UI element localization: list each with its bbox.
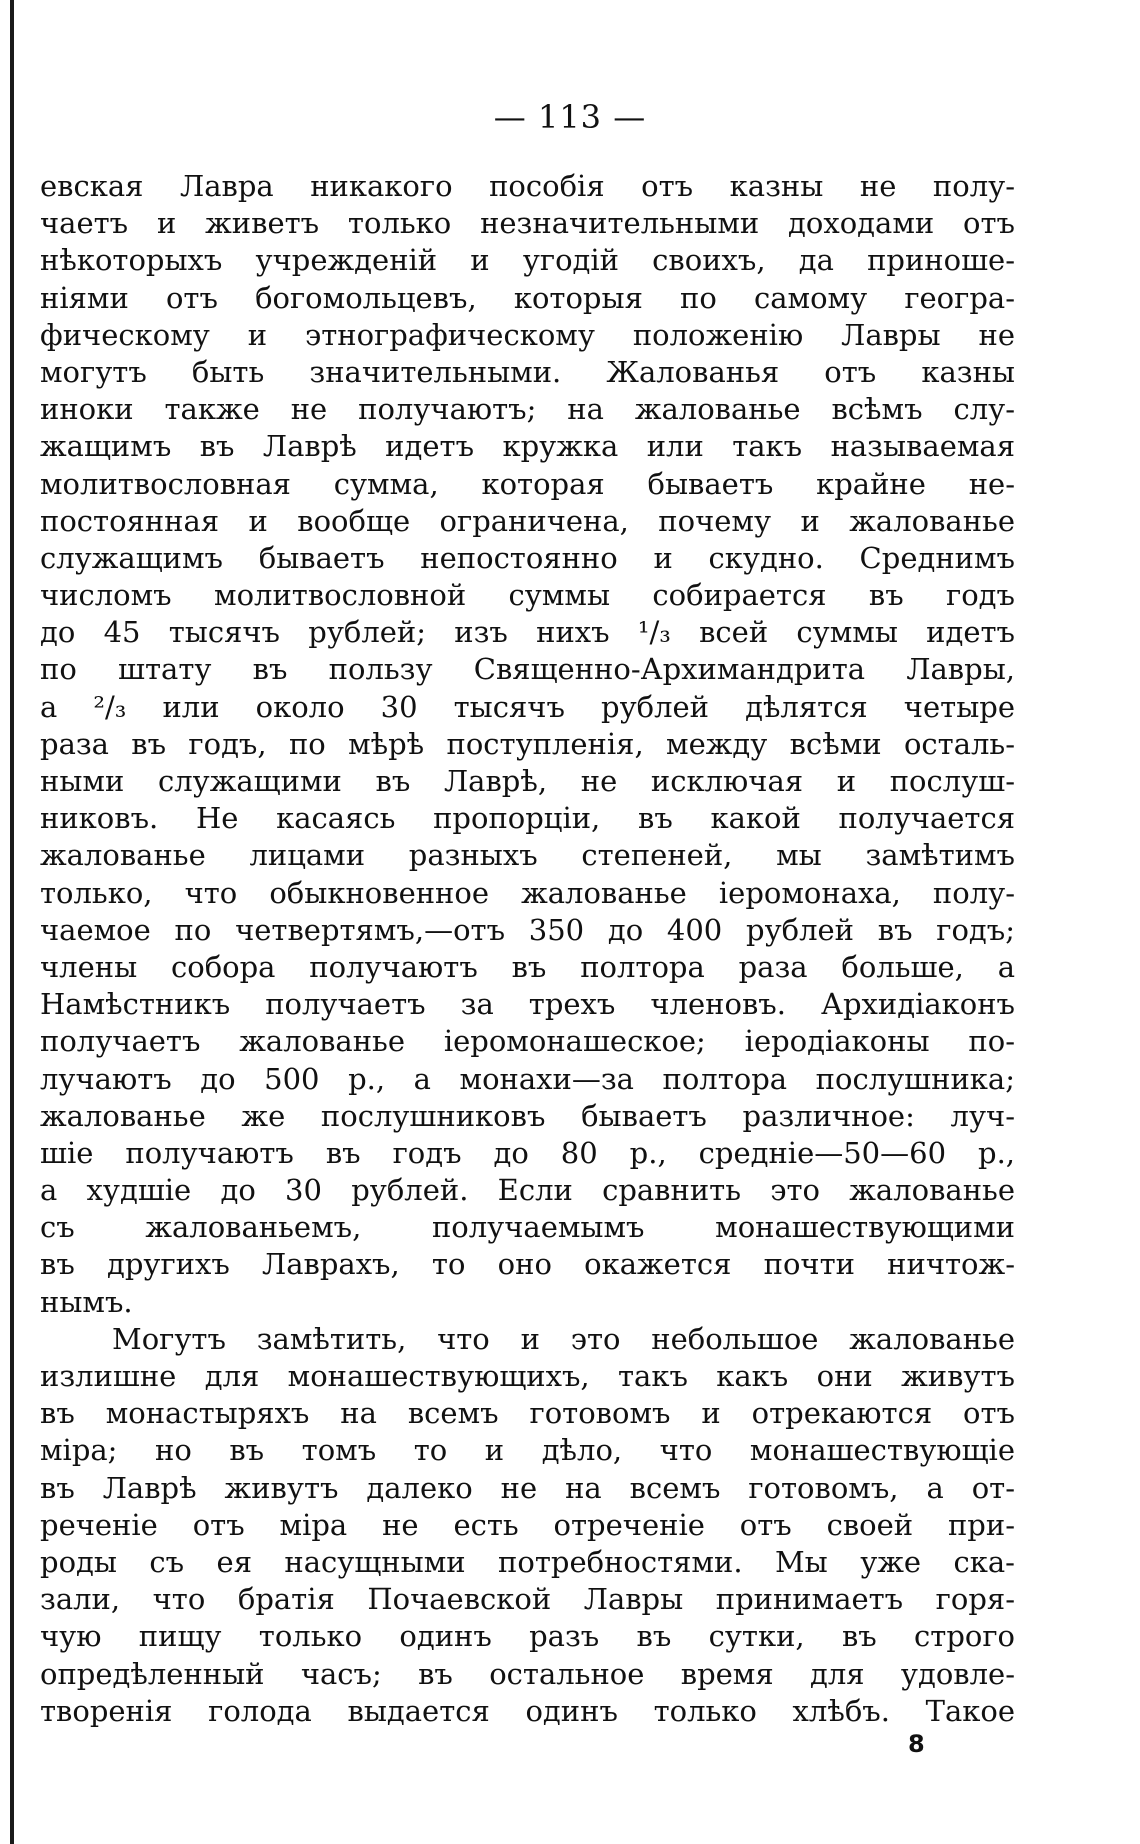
text-line: ніями отъ богомольцевъ, которыя по самому геогра- <box>40 280 1015 315</box>
text-line: шіе получаютъ въ годъ до 80 р., средніе—50—60 р., <box>40 1135 1015 1170</box>
text-line: фическому и этнографическому положенію Лавры не <box>40 317 1015 352</box>
text-line: ными служащими въ Лаврѣ, не исключая и послуш- <box>40 764 1015 798</box>
text-line: творенія голода выдается одинъ только хлѣбъ. Такое <box>40 1693 1015 1728</box>
text-line: опредѣленный часъ; въ остальное время для удовле- <box>40 1656 1015 1691</box>
text-line: чаетъ и живетъ только незначительными доходами отъ <box>40 206 1015 241</box>
text-line: жащимъ въ Лаврѣ идетъ кружка или такъ называемая <box>40 429 1015 464</box>
text-line: чаемое по четвертямъ,—отъ 350 до 400 рублей въ годъ; <box>40 912 1015 947</box>
page-number: — 113 — <box>493 98 647 136</box>
text-line: числомъ молитвословной суммы собирается въ годъ <box>40 578 1015 613</box>
text-line: Намѣстникъ получаетъ за трехъ членовъ. Архидіаконъ <box>40 987 1015 1022</box>
printer-signature-mark: 8 <box>908 1730 925 1758</box>
text-line: реченіе отъ міра не есть отреченіе отъ своей при- <box>40 1507 1015 1542</box>
text-line: постоянная и вообще ограничена, почему и жалованье <box>40 503 1015 538</box>
text-line: а худшіе до 30 рублей. Если сравнить это жалованье <box>40 1173 1015 1208</box>
text-line: раза въ годъ, по мѣрѣ поступленія, между всѣми осталь- <box>40 726 1015 761</box>
text-line: міра; но въ томъ то и дѣло, что монашествующіе <box>40 1433 1015 1468</box>
text-line: роды съ ея насущными потребностями. Мы уже ска- <box>40 1544 1015 1579</box>
text-line: а ²/₃ или около 30 тысячъ рублей дѣлятся четыре <box>40 689 1015 724</box>
text-line: молитвословная сумма, которая бываетъ крайне не- <box>40 466 1015 501</box>
page-edge-rule <box>10 0 14 1844</box>
text-line: чую пищу только одинъ разъ въ сутки, въ строго <box>40 1619 1015 1654</box>
text-line: лучаютъ до 500 р., а монахи—за полтора послушника; <box>40 1061 1015 1096</box>
text-line: могутъ быть значительными. Жалованья отъ казны <box>40 354 1015 389</box>
text-line: служащимъ бываетъ непостоянно и скудно. Среднимъ <box>40 540 1015 575</box>
text-line: иноки также не получаютъ; на жалованье всѣмъ слу- <box>40 392 1015 427</box>
text-line: по штату въ пользу Священно-Архимандрита Лавры, <box>40 652 1015 687</box>
text-line: получаетъ жалованье іеромонашеское; іеродіаконы по- <box>40 1024 1015 1059</box>
text-line: въ монастыряхъ на всемъ готовомъ и отрекаются отъ <box>40 1396 1015 1431</box>
text-line: никовъ. Не касаясь пропорціи, въ какой получается <box>40 801 1015 836</box>
body-text <box>40 168 1015 1730</box>
text-line: евская Лавра никакого пособія отъ казны не полу- <box>40 169 1015 203</box>
text-line: нѣкоторыхъ учрежденій и угодій своихъ, да приноше- <box>40 243 1015 278</box>
text-line: нымъ. <box>40 1284 133 1319</box>
text-line: жалованье лицами разныхъ степеней, мы замѣтимъ <box>40 838 1015 873</box>
text-line: зали, что братія Почаевской Лавры принимаетъ горя- <box>40 1582 1015 1617</box>
paragraph-start-line: Могутъ замѣтить, что и это небольшое жалованье <box>112 1321 1015 1356</box>
text-line: въ Лаврѣ живутъ далеко не на всемъ готовомъ, а от- <box>40 1470 1015 1505</box>
text-line: съ жалованьемъ, получаемымъ монашествующими <box>40 1210 1015 1245</box>
text-line: въ другихъ Лаврахъ, то оно окажется почти ничтож- <box>40 1247 1015 1282</box>
text-line: до 45 тысячъ рублей; изъ нихъ ¹/₃ всей суммы идетъ <box>40 615 1015 650</box>
text-line: жалованье же послушниковъ бываетъ различное: луч- <box>40 1098 1015 1133</box>
text-line: члены собора получаютъ въ полтора раза больше, а <box>40 949 1015 984</box>
text-line: излишне для монашествующихъ, такъ какъ они живутъ <box>40 1359 1015 1393</box>
text-line: только, что обыкновенное жалованье іеромонаха, полу- <box>40 875 1015 910</box>
